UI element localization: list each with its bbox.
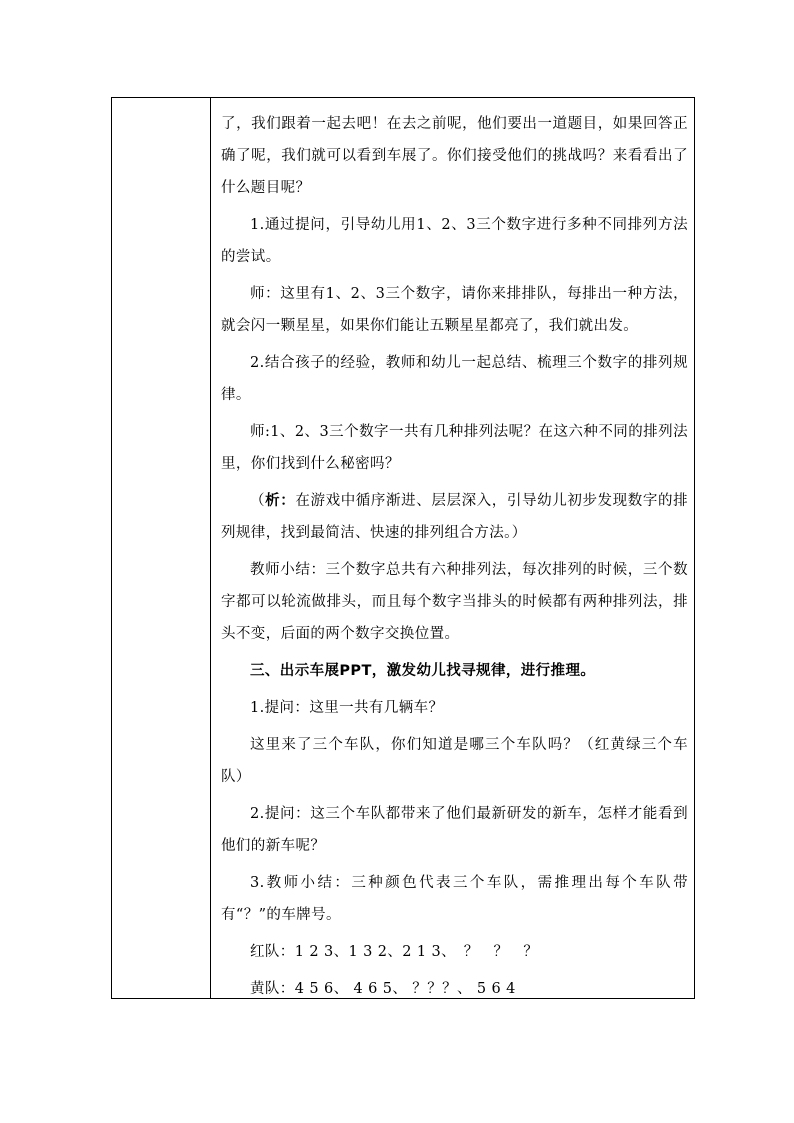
paragraph-question-2: 2.提问：这三个车队都带来了他们最新研发的新车，怎样才能看到他们的新车呢？: [221, 806, 688, 854]
paragraph-summary-1: 教师小结：三个数字总共有六种排列法，每次排列的时候，三个数字都可以轮流做排头，而且每个数字当排头的时候都有两种排列法，排头不变，后面的两个数字交换位置。: [221, 562, 688, 642]
paragraph-teams: 这里来了三个车队，你们知道是哪三个车队吗？（红黄绿三个车队）: [221, 737, 688, 785]
paragraph-step-1: 1.通过提问，引导幼儿用1、2、3三个数字进行多种不同排列方法的尝试。: [221, 217, 688, 265]
paragraph-red-team: 红队：1 2 3、1 3 2、2 1 3、 ？ ？ ？: [250, 944, 539, 960]
analysis-label: 析：: [265, 492, 296, 509]
paragraph-step-2: 2.结合孩子的经验，教师和幼儿一起总结、梳理三个数字的排列规律。: [221, 355, 688, 403]
analysis-open-paren: （: [250, 493, 266, 509]
table-left-column: [112, 98, 211, 998]
paragraph-intro: 了，我们跟着一起去吧！在去之前呢，他们要出一道题目，如果回答正确了呢，我们就可以看到车展了。你们接受他们的挑战吗？来看看出了什么题目呢？: [221, 116, 688, 196]
table-content-cell: [211, 98, 694, 998]
paragraph-analysis: [221, 485, 688, 549]
section-heading-3: 三、出示车展PPT，激发幼儿找寻规律，进行推理。: [250, 663, 596, 679]
paragraph-summary-3: 3.教师小结：三种颜色代表三个车队，需推理出每个车队带有“？”的车牌号。: [221, 875, 688, 923]
paragraph-teacher-1: 师：这里有1、2、3三个数字，请你来排排队，每排出一种方法，就会闪一颗星星，如果你们能让五颗星星都亮了，我们就出发。: [221, 286, 688, 334]
analysis-text: 在游戏中循序渐进、层层深入，引导幼儿初步发现数字的排列规律，找到最简洁、快速的排列组合方法。）: [221, 493, 689, 541]
paragraph-yellow-team: 黄队：4 5 6、 4 6 5、 ？？？、 5 6 4: [250, 981, 516, 997]
paragraph-teacher-2: 师:1、2、3三个数字一共有几种排列法呢？在这六种不同的排列法里，你们找到什么秘密吗？: [221, 424, 688, 472]
paragraph-question-1: 1.提问：这里一共有几辆车？: [250, 700, 444, 716]
lesson-table: [111, 97, 695, 999]
